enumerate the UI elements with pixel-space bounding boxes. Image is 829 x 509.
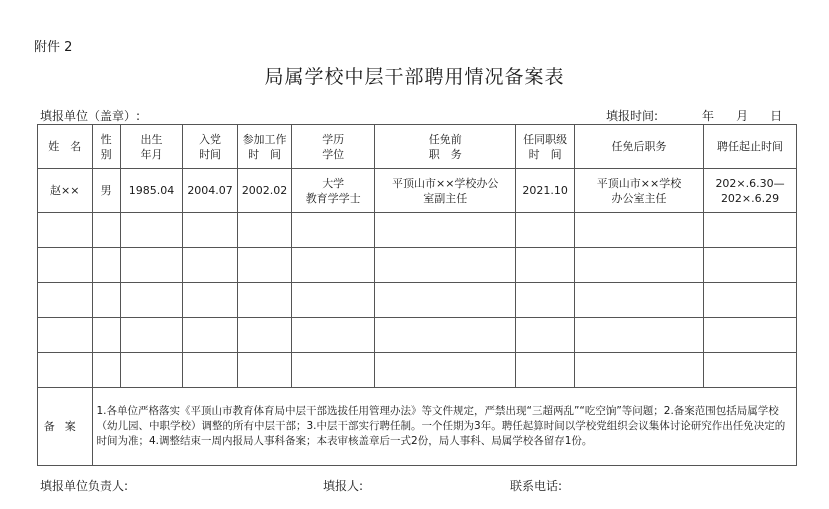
unit-leader-label: 填报单位负责人:	[40, 479, 129, 493]
empty-row	[38, 213, 797, 248]
header-birth: 出生 年月	[120, 125, 183, 169]
cell-name: 赵××	[38, 169, 93, 213]
unit-label: 填报单位（盖章）:	[40, 109, 141, 123]
annex-label: 附件 2	[34, 40, 73, 55]
time-label: 填报时间:	[606, 109, 659, 123]
header-education: 学历 学位	[292, 125, 375, 169]
notes-text: 1.各单位严格落实《平顶山市教育体育局中层干部选拔任用管理办法》等文件规定，严禁出现“三超两乱”“吃空饷”等问题；2.备案范围包括局属学校（幼儿园、中职学校）调整的所有中层干部；3.中层干部实行聘任制。一个任期为3年。聘任起算时间以学校党组织会议集体讨论研究作出任免决定的时间为准；4.调整结束一周内报局人事科备案；本表审核盖章后一式2份，局人事科、局属学校各留存1份。	[92, 388, 797, 466]
header-term: 聘任起止时间	[704, 125, 797, 169]
header-position-after: 任免后职务	[574, 125, 703, 169]
empty-row	[38, 248, 797, 283]
notes-label: 备案	[38, 388, 93, 466]
header-gender: 性别	[92, 125, 120, 169]
filing-table	[37, 124, 797, 466]
cell-education: 大学 教育学学士	[292, 169, 375, 213]
table-row	[38, 169, 797, 213]
cell-party: 2004.07	[183, 169, 238, 213]
cell-tenure: 2021.10	[516, 169, 575, 213]
phone-label: 联系电话:	[510, 479, 563, 493]
header-name: 姓 名	[38, 125, 93, 169]
cell-term: 202×.6.30— 202×.6.29	[704, 169, 797, 213]
header-tenure: 任同职级 时 间	[516, 125, 575, 169]
notes-row	[38, 388, 797, 466]
header-party: 入党 时间	[183, 125, 238, 169]
report-time	[606, 107, 782, 124]
cell-gender: 男	[92, 169, 120, 213]
year-label: 年	[702, 109, 715, 123]
header-work: 参加工作 时 间	[237, 125, 292, 169]
cell-birth: 1985.04	[120, 169, 183, 213]
month-label: 月	[736, 109, 749, 123]
day-label: 日	[770, 109, 783, 123]
header-position-before: 任免前 职 务	[375, 125, 516, 169]
empty-row	[38, 353, 797, 388]
cell-position-before: 平顶山市××学校办公 室副主任	[375, 169, 516, 213]
header-row	[38, 125, 797, 169]
form-title: 局属学校中层干部聘用情况备案表	[264, 66, 565, 88]
cell-work: 2002.02	[237, 169, 292, 213]
empty-row	[38, 283, 797, 318]
empty-row	[38, 318, 797, 353]
cell-position-after: 平顶山市××学校 办公室主任	[574, 169, 703, 213]
reporter-label: 填报人:	[323, 479, 364, 493]
